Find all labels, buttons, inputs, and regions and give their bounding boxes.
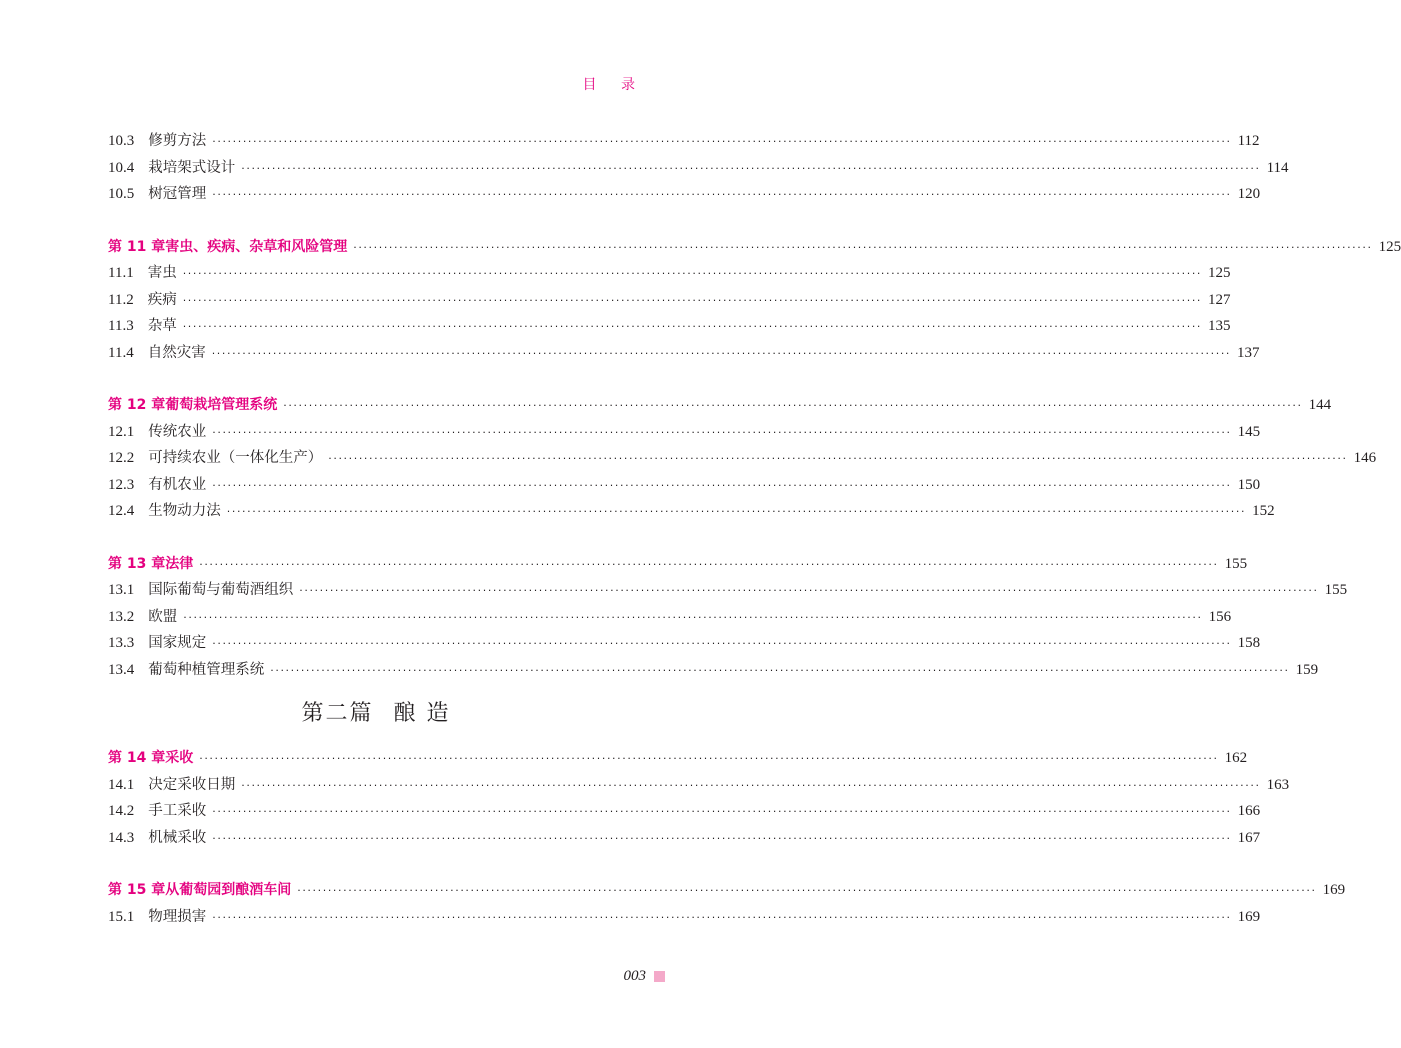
toc-chapter-row[interactable] — [108, 392, 1332, 419]
toc-entry-number: 10.4 — [108, 159, 135, 176]
toc-entry-number: 第 13 章 — [108, 555, 166, 572]
toc-entry-title: 树冠管理 — [148, 186, 207, 202]
toc-entry-page: 150 — [1237, 476, 1261, 493]
toc-entry-title: 害虫、疾病、杂草和风险管理 — [165, 238, 348, 255]
toc-entry-page: 166 — [1237, 803, 1261, 819]
toc-section-row[interactable] — [108, 577, 1348, 604]
toc-entry-title: 生物动力法 — [148, 503, 221, 519]
toc-section-row[interactable] — [108, 498, 1275, 525]
toc-leader-dots: ········································································································································································································ — [299, 584, 1319, 597]
toc-section-row[interactable] — [108, 604, 1232, 631]
toc-entry-page: 137 — [1237, 344, 1260, 361]
toc-entry-page: 127 — [1208, 291, 1231, 308]
toc-entry-title: 栽培架式设计 — [148, 159, 236, 176]
toc-leader-dots: ········································································································································································································ — [212, 831, 1232, 845]
toc-entry-page: 158 — [1237, 635, 1261, 651]
page-footer — [624, 968, 666, 985]
part-title-left: 第二篇 — [301, 701, 374, 726]
toc-leader-dots: ········································································································································································································ — [241, 778, 1261, 792]
toc-leader-dots: ········································································································································································································ — [212, 425, 1232, 439]
toc-entry-page: 169 — [1322, 882, 1346, 898]
toc-gap — [108, 208, 644, 234]
toc-chapter-row[interactable] — [108, 551, 1248, 578]
toc-entry-number: 第 14 章 — [108, 750, 166, 766]
toc-entry-title: 葡萄种植管理系统 — [148, 661, 265, 678]
toc-entry-page: 155 — [1324, 582, 1348, 598]
toc-section-row[interactable] — [108, 798, 1261, 825]
table-of-contents — [108, 128, 1401, 930]
toc-entry-number: 10.3 — [108, 133, 135, 149]
toc-section-row[interactable] — [108, 313, 1231, 340]
toc-entry-title: 传统农业 — [148, 423, 207, 440]
toc-leader-dots: ········································································································································································································ — [199, 752, 1219, 765]
toc-leader-dots: ········································································································································································································ — [182, 320, 1203, 333]
toc-leader-dots: ········································································································································································································ — [183, 610, 1203, 624]
toc-leader-dots: ········································································································································································································ — [212, 188, 1232, 201]
toc-entry-number: 12.1 — [108, 423, 135, 440]
toc-leader-dots: ········································································································································································································ — [212, 135, 1232, 148]
toc-entry-page: 159 — [1295, 661, 1319, 678]
toc-section-row[interactable] — [108, 181, 1261, 208]
toc-entry-title: 物理损害 — [148, 908, 207, 925]
toc-entry-number: 14.2 — [108, 803, 135, 819]
toc-entry-page: 125 — [1378, 238, 1401, 255]
toc-entry-title: 疾病 — [147, 291, 177, 308]
toc-entry-title: 有机农业 — [148, 476, 207, 493]
toc-gap — [108, 851, 644, 877]
toc-entry-page: 135 — [1208, 318, 1231, 334]
toc-gap — [108, 366, 644, 392]
toc-leader-dots: ········································································································································································································ — [270, 663, 1290, 677]
toc-entry-number: 14.1 — [108, 776, 135, 793]
toc-entry-number: 14.3 — [108, 829, 135, 846]
toc-leader-dots: ········································································································································································································ — [212, 478, 1232, 492]
toc-section-row[interactable] — [108, 904, 1261, 931]
toc-entry-page: 155 — [1224, 555, 1248, 572]
toc-entry-number: 12.2 — [108, 450, 135, 466]
toc-entry-number: 11.2 — [108, 291, 134, 308]
toc-entry-title: 法律 — [165, 555, 194, 572]
toc-entry-number: 15.1 — [108, 908, 135, 925]
toc-section-row[interactable] — [108, 419, 1261, 446]
toc-leader-dots: ········································································································································································································ — [212, 637, 1232, 650]
toc-entry-page: 152 — [1252, 503, 1275, 519]
page-number: 003 — [623, 968, 646, 984]
toc-entry-page: 120 — [1237, 186, 1261, 202]
toc-leader-dots: ········································································································································································································ — [226, 505, 1247, 518]
toc-entry-title: 国际葡萄与葡萄酒组织 — [148, 582, 294, 598]
toc-entry-number: 11.4 — [108, 344, 134, 361]
toc-section-row[interactable] — [108, 445, 1377, 472]
toc-entry-page: 162 — [1224, 750, 1248, 766]
toc-entry-page: 145 — [1237, 423, 1261, 440]
toc-entry-title: 可持续农业（一体化生产） — [148, 450, 323, 466]
toc-chapter-row[interactable] — [108, 877, 1346, 904]
toc-entry-number: 第 15 章 — [108, 882, 166, 898]
toc-entry-title: 葡萄栽培管理系统 — [165, 397, 278, 413]
toc-entry-title: 自然灾害 — [147, 344, 206, 361]
toc-entry-title: 修剪方法 — [148, 133, 207, 149]
toc-entry-title: 杂草 — [147, 318, 177, 334]
toc-entry-page: 144 — [1308, 397, 1332, 413]
toc-entry-number: 12.3 — [108, 476, 135, 493]
toc-section-row[interactable] — [108, 287, 1231, 314]
toc-entry-page: 169 — [1237, 908, 1261, 925]
toc-entry-page: 167 — [1237, 829, 1261, 846]
toc-entry-number: 第 11 章 — [108, 238, 166, 255]
toc-leader-dots: ········································································································································································································ — [182, 267, 1203, 280]
toc-leader-dots: ········································································································································································································ — [328, 452, 1348, 465]
toc-chapter-row[interactable] — [108, 745, 1248, 772]
toc-leader-dots: ········································································································································································································ — [212, 805, 1232, 818]
toc-entry-number: 11.3 — [108, 318, 134, 334]
toc-section-row[interactable] — [108, 340, 1260, 367]
toc-section-row[interactable] — [108, 128, 1260, 155]
toc-leader-dots: ········································································································································································································ — [283, 399, 1303, 412]
toc-section-row[interactable] — [108, 772, 1290, 799]
toc-leader-dots: ········································································································································································································ — [182, 293, 1203, 307]
toc-entry-title: 手工采收 — [148, 803, 207, 819]
toc-leader-dots: ········································································································································································································ — [241, 161, 1261, 175]
toc-entry-number: 13.3 — [108, 635, 135, 651]
toc-leader-dots: ········································································································································································································ — [211, 346, 1232, 360]
toc-entry-number: 13.2 — [108, 608, 135, 625]
footer-square-icon — [654, 971, 665, 982]
toc-entry-number: 13.1 — [108, 582, 135, 598]
toc-leader-dots: ········································································································································································································ — [297, 884, 1317, 897]
toc-entry-number: 10.5 — [108, 186, 135, 202]
toc-section-row[interactable] — [108, 472, 1261, 499]
toc-entry-page: 112 — [1237, 133, 1260, 149]
toc-entry-title: 欧盟 — [148, 608, 178, 625]
toc-entry-title: 采收 — [165, 750, 194, 766]
toc-entry-number: 12.4 — [108, 503, 135, 519]
toc-leader-dots: ········································································································································································································ — [212, 910, 1232, 924]
toc-entry-number: 第 12 章 — [108, 397, 166, 413]
toc-section-row[interactable] — [108, 825, 1261, 852]
toc-entry-page: 163 — [1266, 776, 1290, 793]
page-header: 目 录 — [582, 77, 645, 93]
toc-section-row[interactable] — [108, 657, 1319, 684]
toc-entry-page: 156 — [1208, 608, 1232, 625]
toc-entry-title: 从葡萄园到酿酒车间 — [165, 882, 292, 898]
toc-entry-title: 国家规定 — [148, 635, 207, 651]
toc-entry-number: 13.4 — [108, 661, 135, 678]
toc-entry-title: 机械采收 — [148, 829, 207, 846]
toc-leader-dots: ········································································································································································································ — [353, 240, 1373, 254]
part-title-right: 酿 造 — [393, 701, 451, 726]
toc-chapter-row[interactable] — [108, 234, 1401, 261]
toc-section-row[interactable] — [108, 155, 1289, 182]
toc-leader-dots: ········································································································································································································ — [199, 557, 1219, 571]
toc-entry-title: 害虫 — [147, 265, 177, 281]
toc-section-row[interactable] — [108, 260, 1231, 287]
toc-section-row[interactable] — [108, 630, 1261, 657]
toc-entry-page: 125 — [1208, 265, 1231, 281]
toc-entry-number: 11.1 — [108, 265, 134, 281]
toc-entry-title: 决定采收日期 — [148, 776, 236, 793]
toc-entry-page: 146 — [1353, 450, 1377, 466]
toc-entry-page: 114 — [1266, 159, 1289, 176]
toc-gap — [108, 525, 644, 551]
part-title — [108, 683, 644, 745]
